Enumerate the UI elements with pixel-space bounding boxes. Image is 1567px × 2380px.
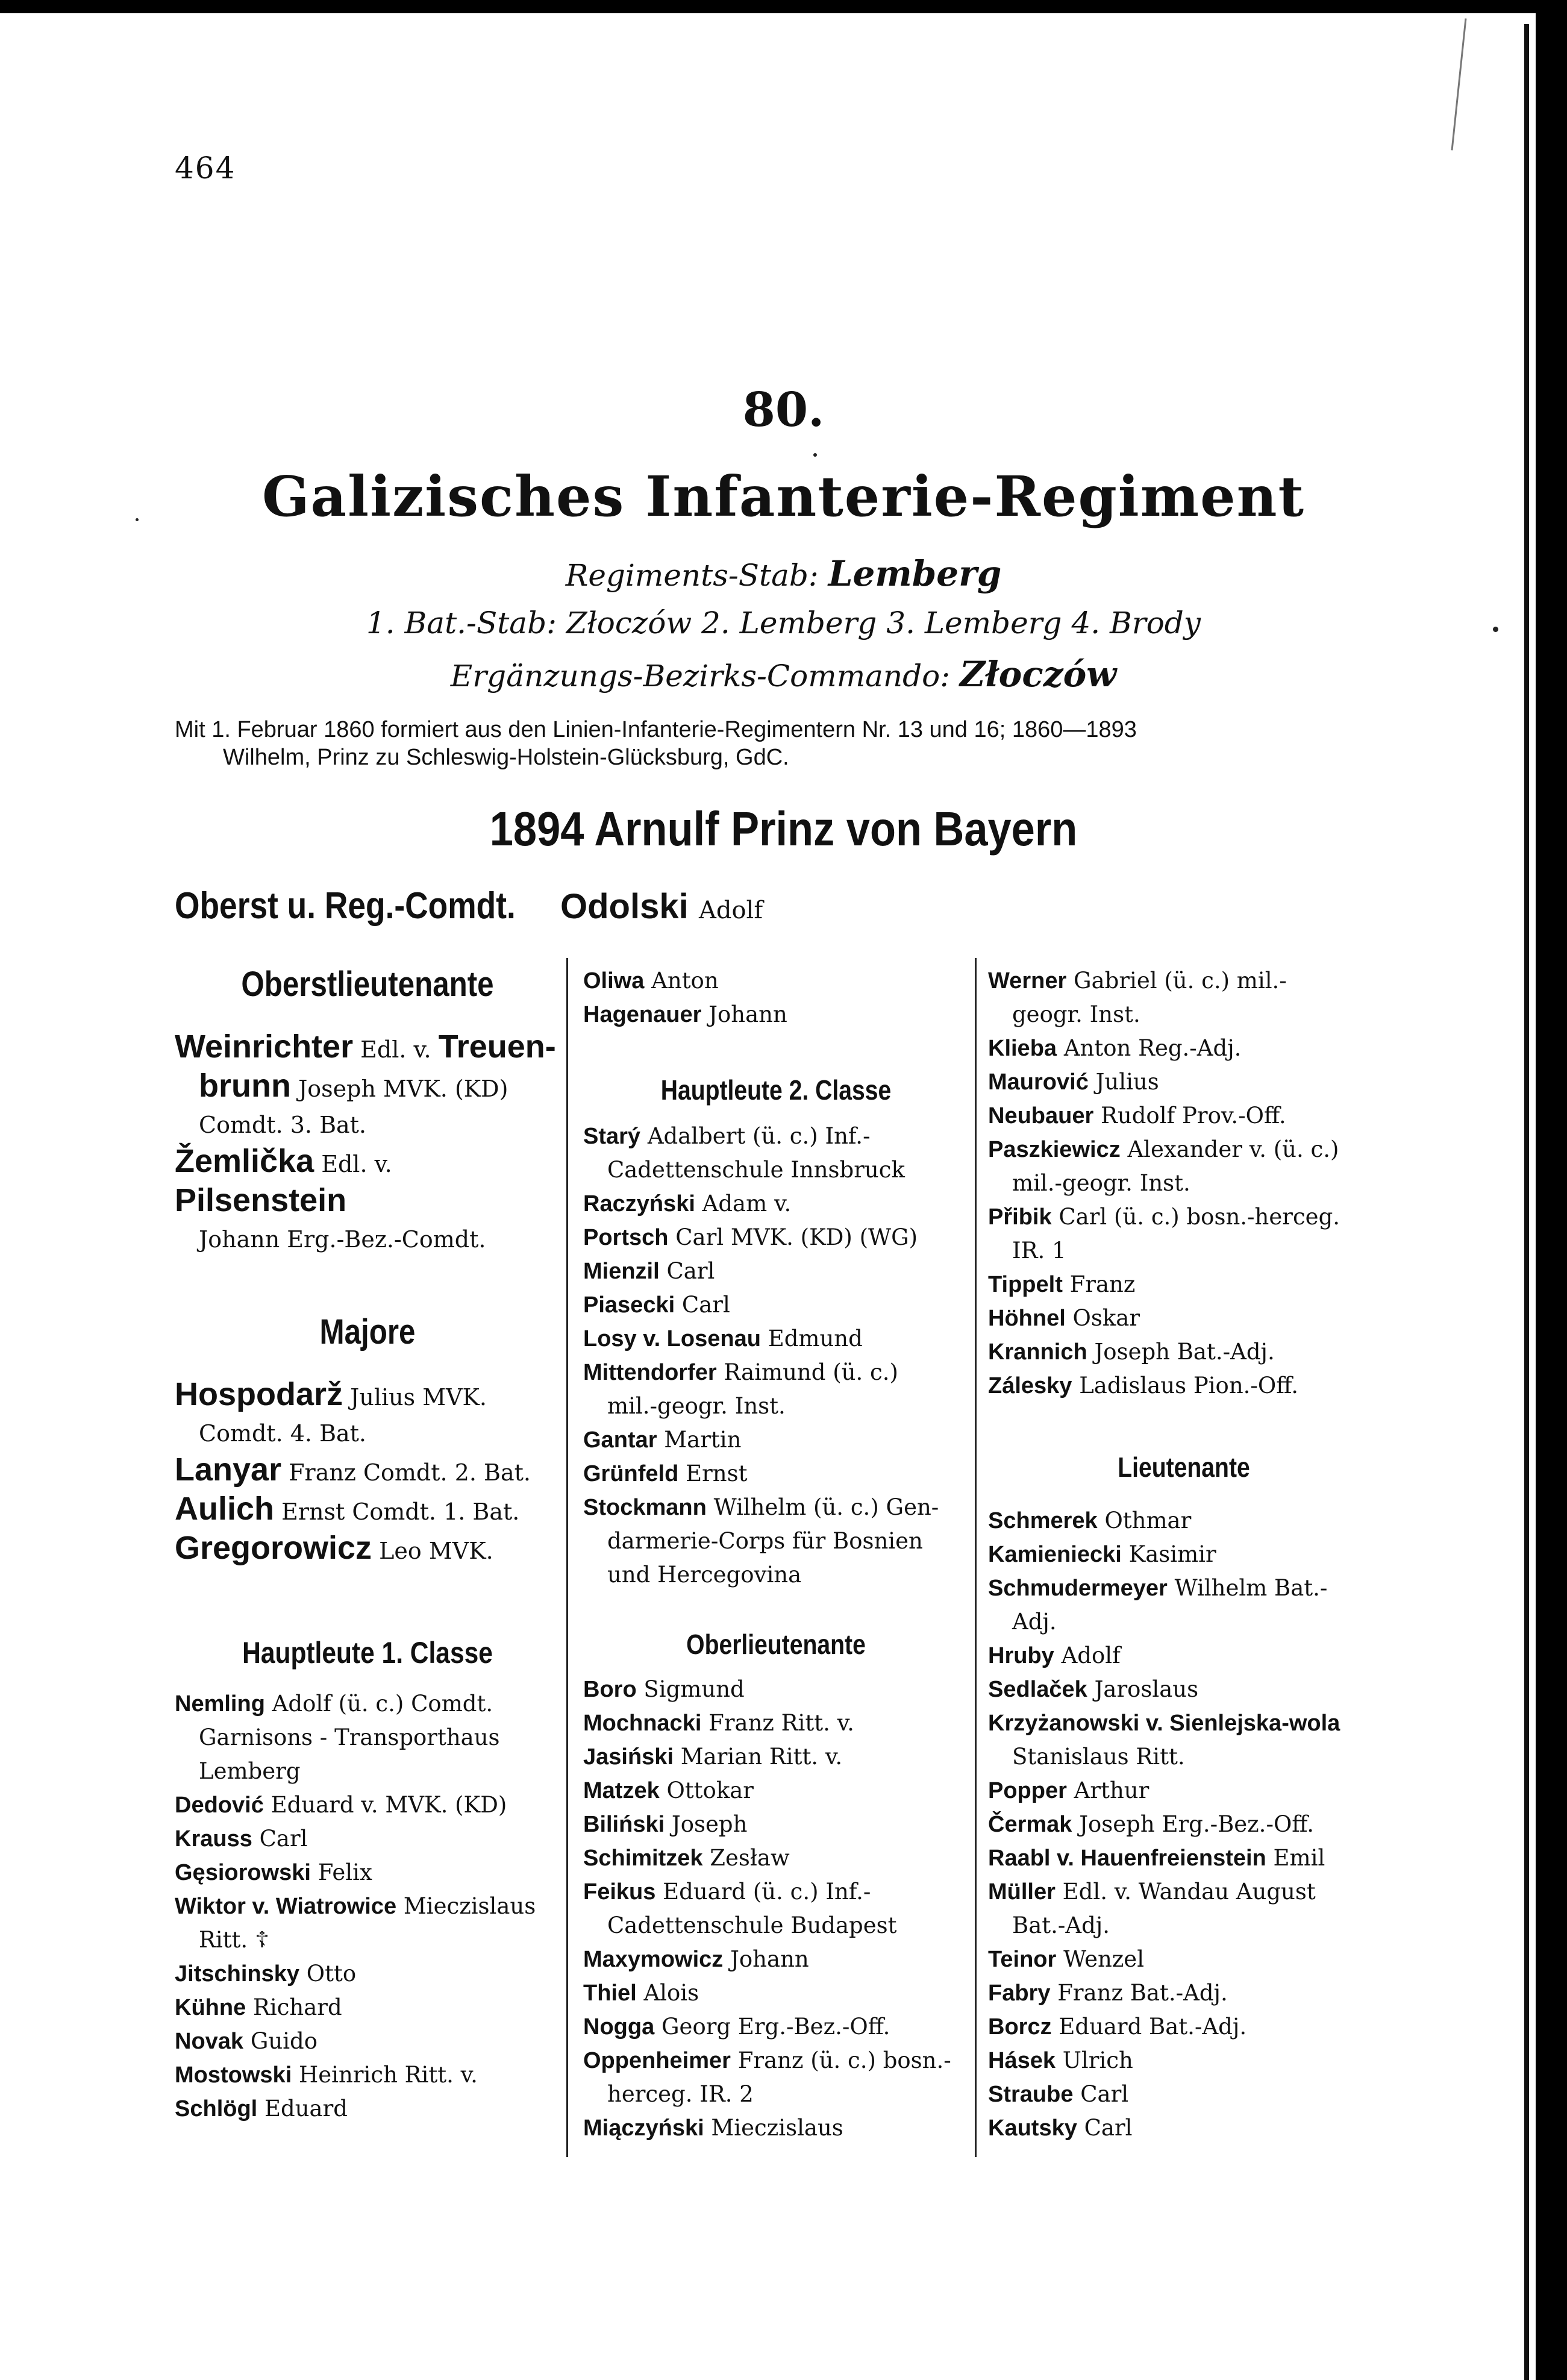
officer-entry [583,1976,969,2010]
officer-details: Comdt. 4. Bat. [199,1420,367,1447]
regiment-title: Galizisches Infanterie-Regiment [261,464,1306,529]
officer-surname: Sedlaček [988,1677,1087,1702]
column-divider-2 [975,958,977,2157]
officer-entry [988,1774,1380,1808]
officer-details: Georg Erg.-Bez.-Off. [661,2014,890,2040]
section-title-hauptleute-1: Hauptleute 1. Classe [242,1636,493,1670]
officer-details: Adam v. [702,1191,792,1217]
officer-details: Adolf [1061,1643,1121,1668]
officer-surname: Přibik [988,1204,1052,1230]
officer-entry [175,1822,560,1856]
officer-details: Eduard Bat.-Adj. [1059,2014,1247,2040]
officer-details: Mieczislaus [403,1893,536,1919]
officer-details: Johann Erg.-Bez.-Comdt. [199,1226,486,1253]
officer-details-continued: Garnisons - Transporthaus [199,1724,500,1750]
officer-surname: Maurović [988,1069,1089,1095]
officer-details: Carl (ü. c.) bosn.-herceg. [1059,1204,1340,1230]
officer-details: Kasimir [1128,1541,1216,1567]
officer-details: Carl [681,1292,730,1318]
officer-details: Edmund [768,1326,863,1351]
battalions-line: 1. Bat.-Stab: Złoczów 2. Lemberg 3. Lemberg 4. Brody [366,606,1201,640]
officer-details-continued: und Hercegovina [607,1562,802,1588]
officer-details: Jaroslaus [1094,1676,1199,1702]
officer-entry [583,1322,969,1356]
officer-details: Carl MVK. (KD) (WG) [675,1224,918,1250]
officer-details: Marian Ritt. v. [680,1744,843,1770]
officer-surname: Raabl v. Hauenfreienstein [988,1846,1266,1871]
officer-details-continued: Bat.-Adj. [1012,1912,1110,1938]
officer-entry [988,1133,1380,1200]
regiment-staff-line [0,553,1567,594]
officer-entry [175,2092,560,2126]
officer-surname: Schimitzek [583,1846,703,1871]
officer-details: Oskar [1072,1305,1140,1331]
colonel-line [175,885,763,927]
officer-entry [583,1221,969,1254]
officer-surname: Nemling [175,1691,265,1717]
officer-surname: Kamieniecki [988,1542,1122,1567]
officer-details: Joseph Bat.-Adj. [1094,1339,1275,1365]
officer-surname: Jasiński [583,1744,674,1770]
officer-details: Comdt. 3. Bat. [199,1112,367,1138]
officer-details-continued: mil.-geogr. Inst. [1012,1170,1190,1196]
officer-entry [988,1943,1380,1976]
officer-details: Edl. v. Wandau August [1062,1879,1316,1905]
column-divider-1 [566,958,568,2157]
officer-entry [988,1706,1380,1774]
officer-entry [988,1065,1380,1099]
officer-surname: Weinrichter [175,1029,354,1065]
officer-entry [583,998,969,1032]
officer-entry [175,1687,560,1755]
scan-border-right [1536,0,1567,2380]
officer-details-continued: Ritt. ☦ [199,1927,269,1953]
officer-details: Arthur [1074,1777,1149,1803]
history-line-1: Mit 1. Februar 1860 formiert aus den Linien-Infanterie-Regimentern Nr. 13 und 16; 1860—1893 [175,717,1137,742]
officer-surname-part: Treuen- [438,1029,556,1065]
scan-border-top [0,0,1567,13]
officer-entry [175,1957,560,1991]
officer-surname: Fabry [988,1981,1051,2006]
officer-details: Alois [643,1980,699,2006]
officer-entry [583,1187,969,1221]
officer-details: Franz (ü. c.) bosn.- [737,2047,951,2073]
officer-entry [988,1099,1380,1133]
officer-surname: Maxymowicz [583,1947,724,1972]
officer-entry [583,1558,969,1592]
officer-entry [583,1673,969,1706]
officer-details: Joseph [671,1811,748,1837]
officer-surname: Neubauer [988,1103,1094,1129]
officer-entry [583,1423,969,1457]
officer-entry [583,2044,969,2111]
officer-entry [988,2111,1380,2145]
officer-details: Joseph MVK. (KD) [298,1076,508,1102]
officer-entry [988,1875,1380,1943]
scan-scratch [1451,18,1467,150]
officer-surname: Hruby [988,1643,1054,1668]
officer-details: Othmar [1104,1508,1192,1533]
officer-details: Johann [730,1946,809,1972]
officer-entry [175,1890,560,1957]
officer-surname: Feikus [583,1879,656,1905]
scan-speck [813,453,817,457]
officer-details: Raimund (ü. c.) [724,1359,898,1385]
officer-surname: Krzyżanowski v. Sienlejska-wola [988,1711,1340,1736]
officer-surname: Novak [175,2029,244,2054]
officer-surname: Kühne [175,1995,246,2020]
section-title-hauptleute-2: Hauptleute 2. Classe [660,1074,892,1106]
officer-entry [988,1369,1380,1403]
column-2 [583,964,969,2145]
officer-details-continued: Cadettenschule Innsbruck [607,1157,905,1183]
officer-surname: Mostowski [175,2062,292,2088]
officer-title: Edl. v. [321,1151,392,1177]
officer-details: Leo MVK. [379,1538,493,1564]
officer-surname-part: Pilsenstein [175,1182,347,1218]
officer-list [175,1687,560,2126]
officer-details: Martin [664,1427,742,1453]
officer-details: Anton Reg.-Adj. [1063,1035,1242,1061]
officer-surname: Krauss [175,1826,252,1852]
officer-details: Zesław [710,1845,790,1871]
officer-surname: Oliwa [583,968,645,994]
regiment-number: 80. [742,383,825,437]
officer-entry [583,1706,969,1740]
officer-entry [988,1571,1380,1639]
officer-details: Carl [259,1826,308,1852]
officer-surname: Biliński [583,1812,665,1837]
page-number: 464 [175,151,236,186]
officer-details: Franz [1069,1271,1136,1297]
regiment-history [175,716,1374,771]
officer-entry [583,1943,969,1976]
officer-entry [583,1288,969,1322]
officer-details: Heinrich Ritt. v. [299,2062,478,2088]
officer-details: Felix [317,1859,372,1885]
officer-details-continued: Lemberg [199,1758,301,1784]
officer-surname: Mochnacki [583,1711,702,1736]
officer-list [583,964,969,1032]
officer-details: Eduard [264,2096,348,2122]
officer-details: Alexander v. (ü. c.) [1127,1136,1339,1162]
section-title-majore: Majore [319,1312,416,1351]
officer-details: Carl [1080,2081,1129,2107]
officer-list [583,1673,969,2145]
district-place: Złoczów [959,654,1117,695]
officer-surname: Gantar [583,1427,657,1453]
colonel-surname: Odolski [560,887,689,926]
officer-entry [583,1875,969,1943]
officer-surname: Oppenheimer [583,2048,731,2073]
officer-surname: Popper [988,1778,1067,1803]
officer-entry [988,1032,1380,1065]
officer-surname: Hospodarž [175,1376,343,1412]
officer-details: Ottokar [666,1777,754,1803]
officer-surname: Borcz [988,2014,1052,2040]
officer-entry [988,1841,1380,1875]
officer-entry [583,1491,969,1558]
district-command-line [0,654,1567,695]
officer-details: Richard [252,1994,342,2020]
officer-entry [583,1120,969,1187]
officer-surname: Starý [583,1124,641,1149]
officer-surname: Raczyński [583,1191,695,1217]
officer-surname: Krannich [988,1339,1087,1365]
column-3 [988,964,1380,2145]
page-edge-line [1524,24,1529,2380]
colonel-given: Adolf [698,897,763,924]
officer-entry [988,1268,1380,1301]
officer-surname: Portsch [583,1225,669,1250]
officer-surname-part: brunn [199,1068,291,1104]
officer-details: Franz Comdt. 2. Bat. [289,1459,531,1486]
officer-surname: Jitschinsky [175,1961,299,1987]
officer-surname: Mienzil [583,1259,660,1284]
officer-details-continued: Cadettenschule Budapest [607,1912,897,1938]
officer-details-continued: darmerie-Corps für Bosnien [607,1528,923,1554]
officer-entry [175,1856,560,1890]
colonel-rank: Oberst u. Reg.-Comdt. [175,885,516,927]
officer-surname: Teinor [988,1947,1057,1972]
officer-entry [583,1740,969,1774]
officer-surname: Hásek [988,2048,1056,2073]
officer-surname: Höhnel [988,1306,1066,1331]
officer-details: Sigmund [643,1676,745,1702]
officer-details: Wilhelm (ü. c.) Gen- [713,1494,939,1520]
district-label: Ergänzungs-Bezirks-Commando: [450,659,951,694]
officer-details: Eduard v. MVK. (KD) [271,1792,507,1818]
officer-surname: Žemlička [175,1143,314,1179]
officer-list [988,964,1380,1403]
officer-details: Julius MVK. [350,1384,487,1411]
officer-details: Carl [666,1258,715,1284]
officer-entry [583,1808,969,1841]
officer-surname: Miączyński [583,2115,704,2141]
officer-details: Wilhelm Bat.- [1174,1575,1328,1601]
officer-surname: Stockmann [583,1495,707,1520]
officer-details: Ladislaus Pion.-Off. [1079,1373,1298,1398]
section-title-lieutenante: Lieutenante [1118,1451,1250,1483]
officer-entry [988,2010,1380,2044]
officer-entry [175,1530,560,1569]
officer-details: Gabriel (ü. c.) mil.- [1074,968,1287,994]
officer-details: Julius [1095,1069,1159,1095]
officer-entry [175,2058,560,2092]
officer-entry [583,964,969,998]
officer-entry [988,1673,1380,1706]
officer-surname: Paszkiewicz [988,1137,1121,1162]
officer-surname: Čermak [988,1812,1072,1837]
officer-details: Ernst [686,1461,748,1486]
officer-details-continued: Adj. [1012,1609,1057,1635]
colonel-name [560,885,763,927]
officer-entry [988,1976,1380,2010]
officer-entry [988,2078,1380,2111]
officer-entry [175,1376,560,1451]
officer-entry [988,1538,1380,1571]
officer-entry [583,1774,969,1808]
officer-entry [175,1491,560,1530]
officer-surname: Gregorowicz [175,1530,372,1566]
officer-details: Franz Bat.-Adj. [1057,1980,1228,2006]
officer-surname: Kautsky [988,2115,1077,2141]
officer-surname: Gęsiorowski [175,1860,311,1885]
officer-details: Johann [708,1001,787,1027]
staff-label: Regiments-Stab: [565,558,819,593]
officer-surname: Matzek [583,1778,660,1803]
officer-entry [988,1808,1380,1841]
officer-surname: Müller [988,1879,1056,1905]
officer-surname: Piasecki [583,1292,675,1318]
officer-details: Otto [306,1961,357,1987]
officer-details: Anton [651,968,719,994]
officer-surname: Grünfeld [583,1461,679,1486]
officer-details-continued: Stanislaus Ritt. [1012,1744,1185,1770]
officer-title: Edl. v. [360,1036,431,1063]
officer-entry [988,1335,1380,1369]
officer-details: Adalbert (ü. c.) Inf.- [647,1123,871,1149]
officer-entry [583,2010,969,2044]
officer-details-continued: IR. 1 [1012,1238,1066,1264]
officer-entry [175,1991,560,2025]
officer-entry [988,1301,1380,1335]
officer-entry [583,1457,969,1491]
history-line-2: Wilhelm, Prinz zu Schleswig-Holstein-Glücksburg, GdC. [223,745,789,770]
officer-entry [175,1788,560,1822]
officer-entry [175,1143,560,1257]
officer-entry [988,2044,1380,2078]
officer-surname: Straube [988,2082,1074,2107]
officer-details: Eduard (ü. c.) Inf.- [663,1879,871,1905]
officer-details: Carl [1084,2115,1133,2141]
officer-details: Ulrich [1062,2047,1133,2073]
officer-list [583,1120,969,1592]
officer-details: Guido [250,2028,318,2054]
section-title-oberlieutenante: Oberlieutenante [686,1629,866,1660]
officer-details-continued: herceg. IR. 2 [607,2081,754,2107]
officer-surname: Nogga [583,2014,655,2040]
officer-details: Joseph Erg.-Bez.-Off. [1079,1811,1315,1837]
officer-entry [175,1029,560,1143]
officer-details: Wenzel [1063,1946,1145,1972]
officer-surname: Mittendorfer [583,1360,717,1385]
officer-surname: Wiktor v. Wiatrowice [175,1894,397,1919]
officer-details: Rudolf Prov.-Off. [1101,1103,1286,1129]
officer-entry [988,1200,1380,1268]
officer-entry [175,1755,560,1788]
officer-details-continued: mil.-geogr. Inst. [607,1393,786,1419]
officer-entry [988,964,1380,1032]
officer-entry [583,1254,969,1288]
officer-details: Mieczislaus [711,2115,843,2141]
officer-surname: Hagenauer [583,1002,702,1027]
staff-place: Lemberg [828,553,1002,594]
officer-entry [583,1356,969,1423]
officer-entry [175,1451,560,1491]
officer-details: Emil [1273,1845,1325,1871]
officer-details: Adolf (ü. c.) Comdt. [272,1691,493,1717]
officer-surname: Boro [583,1677,637,1702]
officer-surname: Losy v. Losenau [583,1326,761,1351]
column-1 [175,964,560,2126]
officer-entry [583,2111,969,2145]
officer-entry [988,1639,1380,1673]
officer-surname: Schlögl [175,2096,258,2122]
officer-surname: Thiel [583,1981,637,2006]
officer-surname: Zálesky [988,1373,1072,1398]
officer-surname: Werner [988,968,1067,994]
section-title-oberstlieutenante: Oberstlieutenante [241,965,494,1004]
officer-entry [988,1504,1380,1538]
officer-surname: Aulich [175,1491,275,1527]
officer-surname: Tippelt [988,1272,1063,1297]
officer-details: Franz Ritt. v. [708,1710,854,1736]
officer-entry [175,2025,560,2058]
regiment-owner: 1894 Arnulf Prinz von Bayern [489,802,1078,856]
officer-entry [583,1841,969,1875]
officer-surname: Klieba [988,1036,1057,1061]
officer-surname: Dedović [175,1793,264,1818]
officer-surname: Schmerek [988,1508,1098,1533]
officer-surname: Lanyar [175,1451,282,1488]
officer-surname: Schmudermeyer [988,1576,1168,1601]
officer-list [988,1504,1380,2145]
officer-details: Ernst Comdt. 1. Bat. [281,1498,520,1525]
officer-details-continued: geogr. Inst. [1012,1001,1140,1027]
